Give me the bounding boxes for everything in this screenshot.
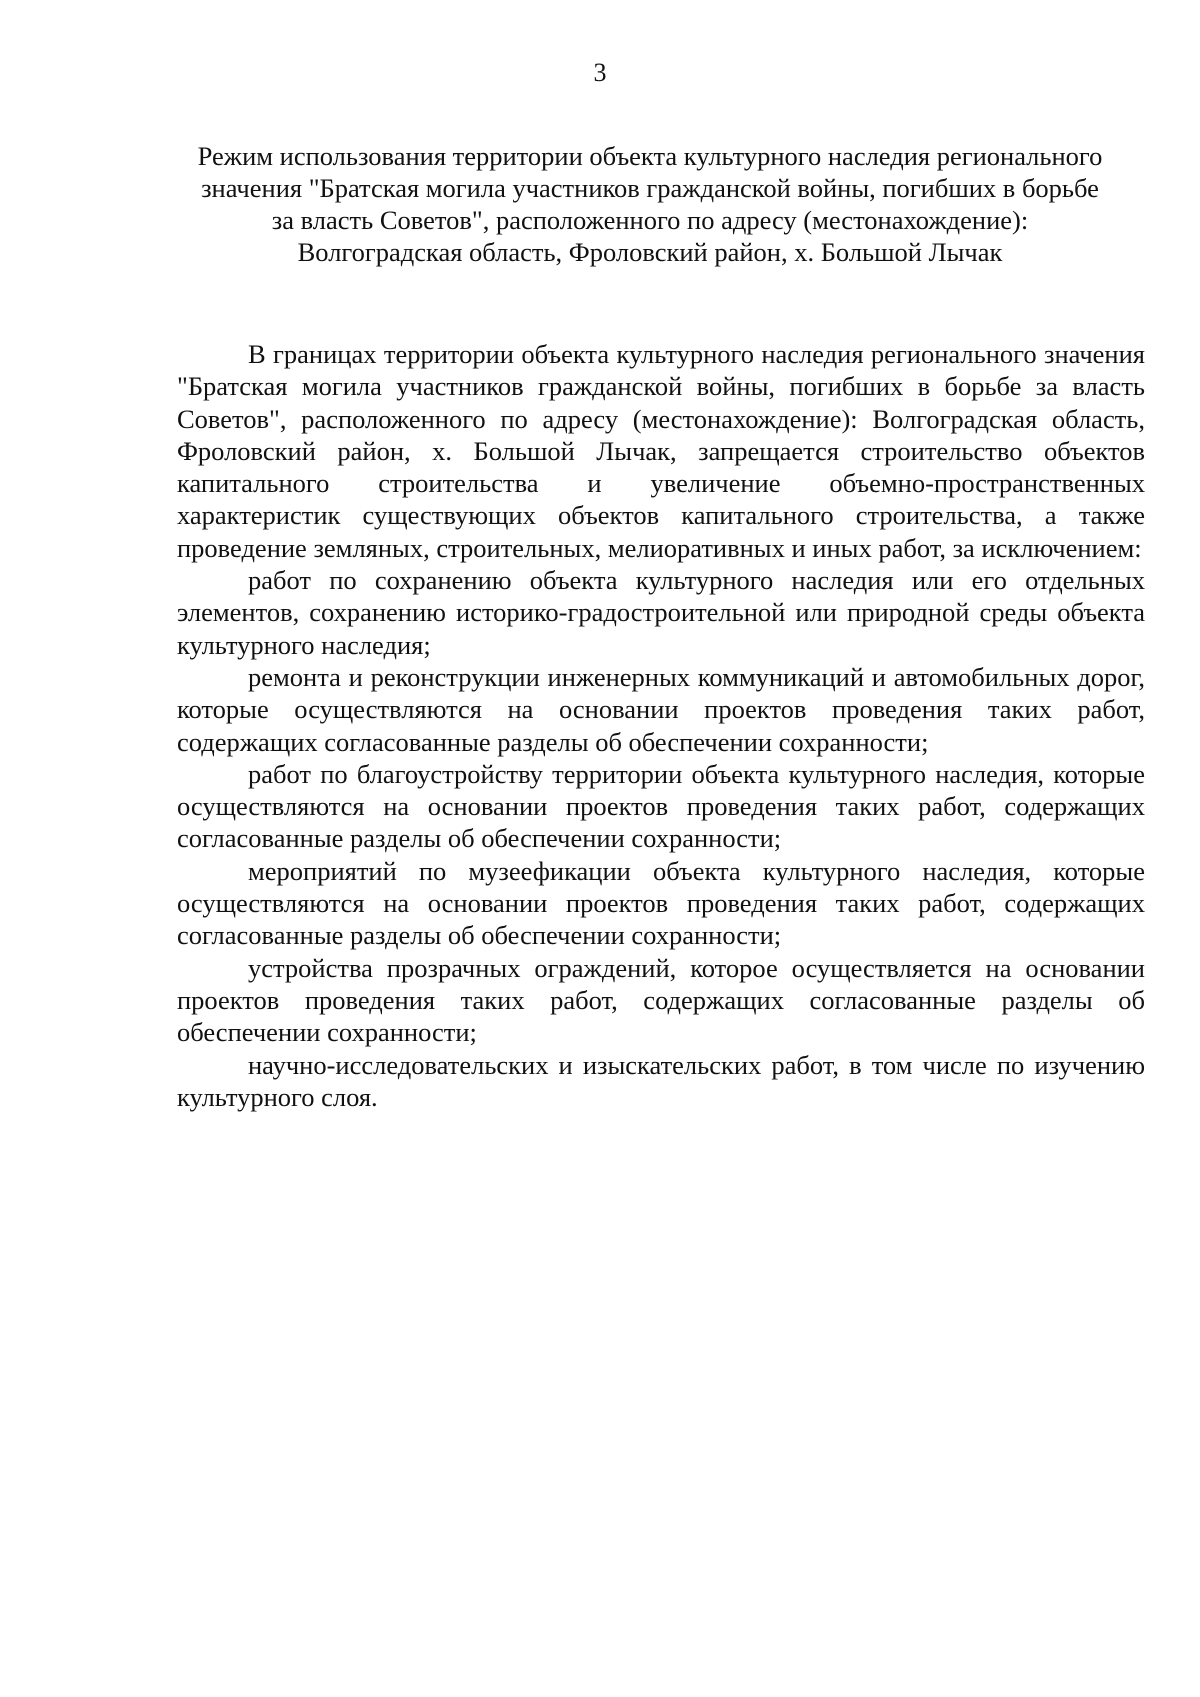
paragraph-exception-fences: устройства прозрачных ограждений, которое осуществляется на основании проектов проведения таких работ, содержащих согласованные разделы об обеспечении сохранности; xyxy=(177,952,1145,1048)
paragraph-exception-preservation: работ по сохранению объекта культурного наследия или его отдельных элементов, сохранению историко-градостроительной или природной среды объекта культурного наследия; xyxy=(177,565,1145,660)
document-body xyxy=(177,338,1145,1113)
page-number: 3 xyxy=(593,58,607,87)
paragraph-exception-research: научно-исследовательских и изыскательских работ, в том числе по изучению культурного слоя. xyxy=(177,1049,1145,1112)
document-title: Режим использования территории объекта культурного наследия регионального значения "Братская могила участников гражданской войны, погибших в борьбе за власть Советов", расположенного по адресу (местонахождение): Волгоградская область, Фроловский район, х. Большой Лычак xyxy=(197,141,1103,267)
paragraph-intro: В границах территории объекта культурного наследия регионального значения "Братская могила участников гражданской войны, погибших в борьбе за власть Советов", расположенного по адресу (местонахождение): Волгоградская область, Фроловский район, х. Большой Лычак, запрещается строительство объектов капитального строительства и увеличение объемно-пространственных характеристик существующих объектов капитального строительства, а также проведение земляных, строительных, мелиоративных и иных работ, за исключением: xyxy=(177,339,1145,563)
paragraph-exception-utilities: ремонта и реконструкции инженерных коммуникаций и автомобильных дорог, которые осуществляются на основании проектов проведения таких работ, содержащих согласованные разделы об обеспечении сохранности; xyxy=(177,661,1145,757)
paragraph-exception-museumification: мероприятий по музеефикации объекта культурного наследия, которые осуществляются на основании проектов проведения таких работ, содержащих согласованные разделы об обеспечении сохранности; xyxy=(177,855,1145,951)
paragraph-exception-landscaping: работ по благоустройству территории объекта культурного наследия, которые осуществляются на основании проектов проведения таких работ, содержащих согласованные разделы об обеспечении сохранности; xyxy=(177,758,1145,854)
